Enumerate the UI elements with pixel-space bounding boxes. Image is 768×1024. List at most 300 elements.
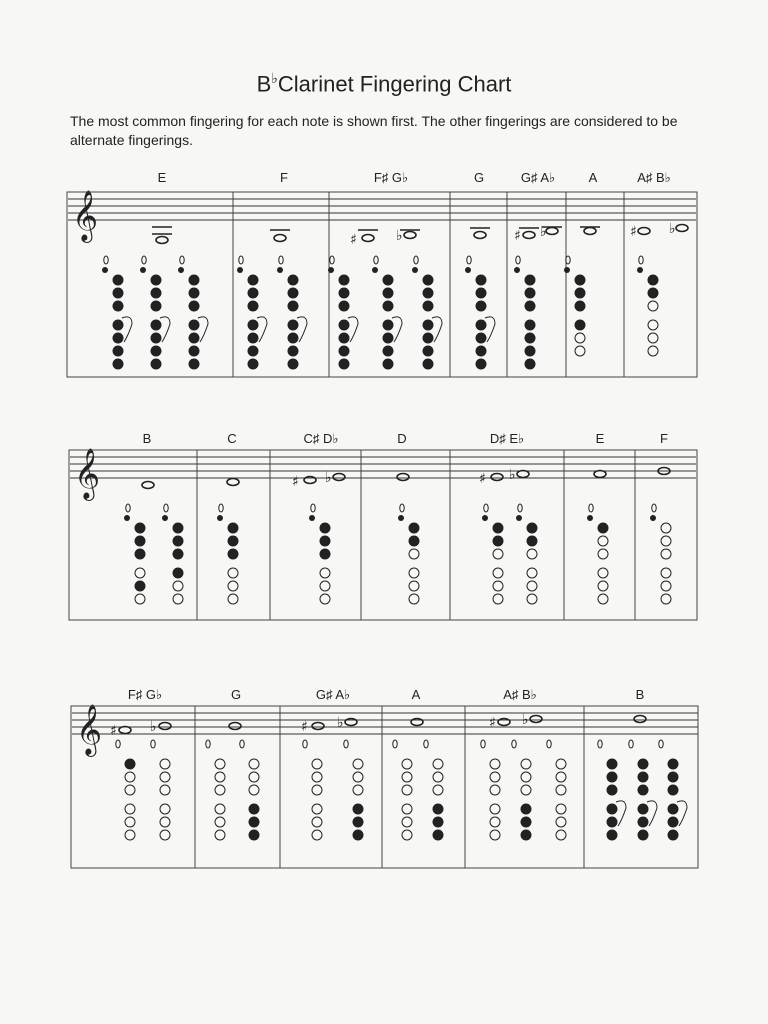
tone-hole-icon: [113, 275, 123, 285]
page-title: [0, 70, 768, 97]
tone-hole-icon: [556, 830, 566, 840]
tone-hole-icon: [173, 581, 183, 591]
sharp-icon: ♯: [489, 715, 496, 731]
whole-note-icon: [523, 232, 535, 239]
tone-hole-icon: [648, 301, 658, 311]
tone-hole-icon: [288, 333, 298, 343]
tone-hole-icon: [476, 333, 486, 343]
tone-hole-icon: [525, 275, 535, 285]
tone-hole-icon: [490, 772, 500, 782]
tone-hole-icon: [125, 759, 135, 769]
tone-hole-icon: [320, 594, 330, 604]
tone-hole-icon: [113, 333, 123, 343]
tone-hole-icon: [125, 785, 135, 795]
tone-hole-icon: [228, 523, 238, 533]
tone-hole-icon: [353, 759, 363, 769]
tone-hole-icon: [476, 359, 486, 369]
tone-hole-icon: [521, 804, 531, 814]
tone-hole-icon: [575, 320, 585, 330]
fingering-row-2: [68, 428, 700, 624]
register-key-icon: [164, 504, 168, 512]
tone-hole-icon: [607, 772, 617, 782]
title-letter: B: [256, 71, 272, 97]
tone-hole-icon: [598, 536, 608, 546]
tone-hole-icon: [648, 333, 658, 343]
tone-hole-icon: [402, 785, 412, 795]
tone-hole-icon: [433, 785, 443, 795]
note-label: F: [280, 170, 288, 185]
tone-hole-icon: [189, 275, 199, 285]
sharp-icon: ♯: [350, 232, 357, 248]
tone-hole-icon: [135, 581, 145, 591]
tone-hole-icon: [433, 817, 443, 827]
tone-hole-icon: [607, 830, 617, 840]
tone-hole-icon: [525, 320, 535, 330]
tone-hole-icon: [668, 772, 678, 782]
whole-note-icon: [397, 474, 409, 481]
tone-hole-icon: [113, 346, 123, 356]
tone-hole-icon: [339, 275, 349, 285]
side-key-icon: [677, 801, 687, 826]
tone-hole-icon: [113, 320, 123, 330]
tone-hole-icon: [173, 594, 183, 604]
chart-box: [71, 706, 698, 868]
tone-hole-icon: [383, 275, 393, 285]
thumb-key-icon: [277, 267, 283, 273]
tone-hole-icon: [312, 759, 322, 769]
note-label: B: [142, 431, 152, 446]
tone-hole-icon: [353, 830, 363, 840]
tone-hole-icon: [493, 568, 503, 578]
tone-hole-icon: [493, 581, 503, 591]
tone-hole-icon: [173, 549, 183, 559]
side-key-icon: [160, 317, 170, 342]
register-key-icon: [126, 504, 130, 512]
tone-hole-icon: [160, 817, 170, 827]
tone-hole-icon: [228, 549, 238, 559]
tone-hole-icon: [339, 320, 349, 330]
tone-hole-icon: [668, 759, 678, 769]
title-flat: ♭: [271, 70, 278, 86]
register-key-icon: [180, 256, 184, 264]
whole-note-icon: [546, 228, 558, 235]
sharp-icon: ♯: [630, 224, 637, 240]
tone-hole-icon: [320, 536, 330, 546]
tone-hole-icon: [189, 301, 199, 311]
whole-note-icon: [474, 232, 486, 239]
tone-hole-icon: [383, 301, 393, 311]
tone-hole-icon: [493, 523, 503, 533]
note-label: A: [411, 687, 421, 702]
register-key-icon: [239, 256, 243, 264]
tone-hole-icon: [402, 830, 412, 840]
note-label: C: [227, 431, 237, 446]
thumb-key-icon: [398, 515, 404, 521]
tone-hole-icon: [151, 359, 161, 369]
register-key-icon: [393, 740, 397, 748]
register-key-icon: [151, 740, 155, 748]
tone-hole-icon: [353, 804, 363, 814]
tone-hole-icon: [521, 759, 531, 769]
thumb-key-icon: [482, 515, 488, 521]
note-label: A♯ B♭: [637, 170, 671, 185]
tone-hole-icon: [490, 759, 500, 769]
tone-hole-icon: [575, 333, 585, 343]
tone-hole-icon: [160, 830, 170, 840]
tone-hole-icon: [402, 804, 412, 814]
register-key-icon: [330, 256, 334, 264]
tone-hole-icon: [228, 568, 238, 578]
tone-hole-icon: [521, 817, 531, 827]
tone-hole-icon: [288, 288, 298, 298]
whole-note-icon: [404, 232, 416, 239]
tone-hole-icon: [135, 536, 145, 546]
tone-hole-icon: [661, 523, 671, 533]
tone-hole-icon: [151, 346, 161, 356]
tone-hole-icon: [248, 333, 258, 343]
tone-hole-icon: [215, 785, 225, 795]
tone-hole-icon: [423, 346, 433, 356]
tone-hole-icon: [288, 275, 298, 285]
tone-hole-icon: [527, 581, 537, 591]
whole-note-icon: [594, 471, 606, 478]
tone-hole-icon: [353, 772, 363, 782]
tone-hole-icon: [402, 759, 412, 769]
tone-hole-icon: [151, 288, 161, 298]
tone-hole-icon: [339, 301, 349, 311]
flat-icon: ♭: [522, 712, 529, 728]
tone-hole-icon: [312, 830, 322, 840]
note-label: G♯ A♭: [520, 170, 556, 185]
flat-icon: ♭: [509, 467, 516, 483]
sharp-icon: ♯: [479, 471, 486, 487]
tone-hole-icon: [288, 346, 298, 356]
tone-hole-icon: [383, 320, 393, 330]
sharp-icon: ♯: [110, 723, 117, 739]
register-key-icon: [142, 256, 146, 264]
side-key-icon: [257, 317, 267, 342]
register-key-icon: [424, 740, 428, 748]
thumb-key-icon: [217, 515, 223, 521]
side-key-icon: [647, 801, 657, 826]
tone-hole-icon: [249, 804, 259, 814]
thumb-key-icon: [637, 267, 643, 273]
tone-hole-icon: [135, 523, 145, 533]
thumb-key-icon: [102, 267, 108, 273]
register-key-icon: [414, 256, 418, 264]
tone-hole-icon: [433, 830, 443, 840]
tone-hole-icon: [607, 804, 617, 814]
side-key-icon: [485, 317, 495, 342]
register-key-icon: [518, 504, 522, 512]
note-label: F: [660, 431, 668, 446]
sharp-icon: ♯: [514, 228, 521, 244]
tone-hole-icon: [353, 785, 363, 795]
thumb-key-icon: [587, 515, 593, 521]
tone-hole-icon: [383, 359, 393, 369]
register-key-icon: [629, 740, 633, 748]
chart-row-3: [70, 684, 700, 872]
note-label: G: [230, 687, 242, 702]
flat-icon: ♭: [669, 221, 676, 237]
tone-hole-icon: [409, 594, 419, 604]
tone-hole-icon: [189, 359, 199, 369]
whole-note-icon: [584, 228, 596, 235]
tone-hole-icon: [556, 785, 566, 795]
tone-hole-icon: [339, 346, 349, 356]
tone-hole-icon: [423, 301, 433, 311]
tone-hole-icon: [556, 804, 566, 814]
tone-hole-icon: [135, 594, 145, 604]
register-key-icon: [240, 740, 244, 748]
whole-note-icon: [676, 225, 688, 232]
tone-hole-icon: [312, 772, 322, 782]
tone-hole-icon: [661, 581, 671, 591]
register-key-icon: [659, 740, 663, 748]
tone-hole-icon: [490, 817, 500, 827]
tone-hole-icon: [249, 772, 259, 782]
flat-icon: ♭: [337, 715, 344, 731]
whole-note-icon: [119, 727, 131, 734]
tone-hole-icon: [598, 594, 608, 604]
tone-hole-icon: [248, 301, 258, 311]
register-key-icon: [639, 256, 643, 264]
tone-hole-icon: [135, 568, 145, 578]
whole-note-icon: [312, 723, 324, 730]
whole-note-icon: [156, 237, 168, 244]
tone-hole-icon: [402, 817, 412, 827]
register-key-icon: [219, 504, 223, 512]
tone-hole-icon: [521, 785, 531, 795]
sharp-icon: ♯: [301, 719, 308, 735]
tone-hole-icon: [312, 785, 322, 795]
tone-hole-icon: [476, 346, 486, 356]
tone-hole-icon: [525, 346, 535, 356]
tone-hole-icon: [383, 288, 393, 298]
thumb-key-icon: [412, 267, 418, 273]
tone-hole-icon: [288, 359, 298, 369]
register-key-icon: [116, 740, 120, 748]
register-key-icon: [374, 256, 378, 264]
flat-icon: ♭: [540, 224, 547, 240]
tone-hole-icon: [525, 301, 535, 311]
tone-hole-icon: [173, 523, 183, 533]
register-key-icon: [400, 504, 404, 512]
flat-icon: ♭: [150, 719, 157, 735]
tone-hole-icon: [160, 759, 170, 769]
tone-hole-icon: [661, 536, 671, 546]
whole-note-icon: [517, 471, 529, 478]
note-label: F♯ G♭: [373, 170, 409, 185]
tone-hole-icon: [189, 346, 199, 356]
tone-hole-icon: [493, 594, 503, 604]
thumb-key-icon: [516, 515, 522, 521]
tone-hole-icon: [527, 568, 537, 578]
note-label: A: [588, 170, 598, 185]
tone-hole-icon: [490, 804, 500, 814]
whole-note-icon: [638, 228, 650, 235]
tone-hole-icon: [113, 359, 123, 369]
tone-hole-icon: [151, 301, 161, 311]
note-label: G: [473, 170, 485, 185]
whole-note-icon: [491, 474, 503, 481]
tone-hole-icon: [151, 333, 161, 343]
note-label: D♯ E♭: [489, 431, 525, 446]
note-label: B: [635, 687, 645, 702]
tone-hole-icon: [433, 759, 443, 769]
flat-icon: ♭: [325, 470, 332, 486]
register-key-icon: [311, 504, 315, 512]
whole-note-icon: [142, 482, 154, 489]
tone-hole-icon: [423, 333, 433, 343]
tone-hole-icon: [113, 288, 123, 298]
tone-hole-icon: [409, 568, 419, 578]
thumb-key-icon: [178, 267, 184, 273]
tone-hole-icon: [668, 804, 678, 814]
tone-hole-icon: [125, 804, 135, 814]
side-key-icon: [432, 317, 442, 342]
note-label: E: [595, 431, 605, 446]
thumb-key-icon: [514, 267, 520, 273]
whole-note-icon: [634, 716, 646, 723]
tone-hole-icon: [423, 288, 433, 298]
staff: [70, 450, 696, 478]
tone-hole-icon: [476, 320, 486, 330]
tone-hole-icon: [215, 804, 225, 814]
register-key-icon: [512, 740, 516, 748]
tone-hole-icon: [638, 785, 648, 795]
tone-hole-icon: [490, 830, 500, 840]
thumb-key-icon: [328, 267, 334, 273]
tone-hole-icon: [607, 785, 617, 795]
tone-hole-icon: [668, 785, 678, 795]
tone-hole-icon: [409, 523, 419, 533]
tone-hole-icon: [113, 301, 123, 311]
tone-hole-icon: [493, 536, 503, 546]
tone-hole-icon: [661, 549, 671, 559]
thumb-key-icon: [124, 515, 130, 521]
register-key-icon: [598, 740, 602, 748]
tone-hole-icon: [320, 523, 330, 533]
whole-note-icon: [227, 479, 239, 486]
tone-hole-icon: [433, 804, 443, 814]
tone-hole-icon: [215, 830, 225, 840]
tone-hole-icon: [575, 288, 585, 298]
tone-hole-icon: [248, 275, 258, 285]
chart-row-1: [66, 168, 698, 380]
register-key-icon: [547, 740, 551, 748]
whole-note-icon: [274, 235, 286, 242]
tone-hole-icon: [575, 275, 585, 285]
tone-hole-icon: [668, 817, 678, 827]
tone-hole-icon: [433, 772, 443, 782]
tone-hole-icon: [189, 333, 199, 343]
thumb-key-icon: [564, 267, 570, 273]
note-label: A♯ B♭: [503, 687, 537, 702]
tone-hole-icon: [288, 301, 298, 311]
tone-hole-icon: [160, 772, 170, 782]
tone-hole-icon: [249, 785, 259, 795]
tone-hole-icon: [160, 785, 170, 795]
flat-icon: ♭: [396, 228, 403, 244]
tone-hole-icon: [339, 359, 349, 369]
fingering-diagrams: [116, 740, 687, 840]
staff: [68, 192, 696, 220]
register-key-icon: [652, 504, 656, 512]
fingering-row-1: [66, 168, 698, 380]
side-key-icon: [198, 317, 208, 342]
note-label: G♯ A♭: [315, 687, 351, 702]
tone-hole-icon: [638, 759, 648, 769]
tone-hole-icon: [228, 536, 238, 546]
tone-hole-icon: [638, 817, 648, 827]
side-key-icon: [616, 801, 626, 826]
tone-hole-icon: [135, 549, 145, 559]
tone-hole-icon: [476, 301, 486, 311]
tone-hole-icon: [125, 830, 135, 840]
tone-hole-icon: [248, 320, 258, 330]
tone-hole-icon: [248, 288, 258, 298]
tone-hole-icon: [598, 568, 608, 578]
note-label: D: [397, 431, 407, 446]
tone-hole-icon: [556, 772, 566, 782]
tone-hole-icon: [320, 549, 330, 559]
thumb-key-icon: [140, 267, 146, 273]
register-key-icon: [481, 740, 485, 748]
tone-hole-icon: [125, 817, 135, 827]
tone-hole-icon: [215, 772, 225, 782]
tone-hole-icon: [383, 346, 393, 356]
tone-hole-icon: [525, 359, 535, 369]
register-key-icon: [303, 740, 307, 748]
note-label: C♯ D♭: [303, 431, 339, 446]
tone-hole-icon: [312, 804, 322, 814]
fingering-row-3: [70, 684, 700, 872]
tone-hole-icon: [476, 275, 486, 285]
register-key-icon: [104, 256, 108, 264]
tone-hole-icon: [125, 772, 135, 782]
tone-hole-icon: [661, 594, 671, 604]
title-text: Clarinet Fingering Chart: [277, 71, 512, 97]
tone-hole-icon: [521, 830, 531, 840]
tone-hole-icon: [598, 549, 608, 559]
tone-hole-icon: [189, 320, 199, 330]
thumb-key-icon: [162, 515, 168, 521]
tone-hole-icon: [527, 523, 537, 533]
tone-hole-icon: [648, 288, 658, 298]
chart-row-2: [68, 428, 700, 624]
tone-hole-icon: [228, 594, 238, 604]
tone-hole-icon: [402, 772, 412, 782]
whole-note-icon: [362, 235, 374, 242]
tone-hole-icon: [173, 536, 183, 546]
tone-hole-icon: [648, 275, 658, 285]
thumb-key-icon: [465, 267, 471, 273]
tone-hole-icon: [151, 320, 161, 330]
tone-hole-icon: [320, 568, 330, 578]
tone-hole-icon: [409, 581, 419, 591]
register-key-icon: [484, 504, 488, 512]
tone-hole-icon: [598, 523, 608, 533]
tone-hole-icon: [661, 568, 671, 578]
side-key-icon: [348, 317, 358, 342]
tone-hole-icon: [527, 549, 537, 559]
tone-hole-icon: [648, 320, 658, 330]
tone-hole-icon: [638, 830, 648, 840]
tone-hole-icon: [607, 759, 617, 769]
thumb-key-icon: [650, 515, 656, 521]
side-key-icon: [297, 317, 307, 342]
